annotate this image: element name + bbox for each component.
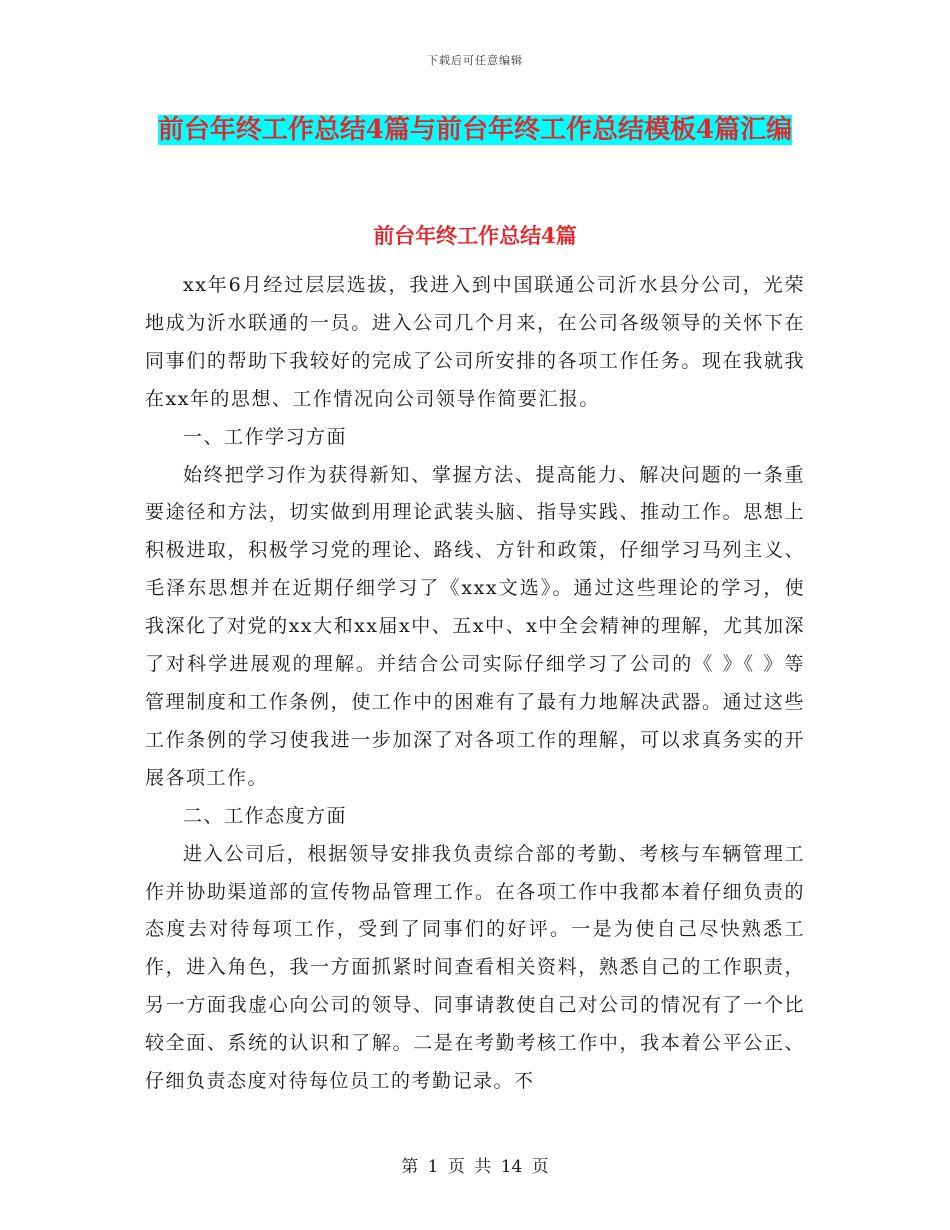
document-body <box>145 267 805 1101</box>
page-footer: 第 1 页 共 14 页 <box>401 1157 549 1177</box>
section-heading: 一、工作学习方面 <box>183 425 348 448</box>
document-title-text: 前台年终工作总结4篇与前台年终工作总结模板4篇汇编 <box>157 115 793 145</box>
paragraph: xx年6月经过层层选拔，我进入到中国联通公司沂水县分公司，光荣地成为沂水联通的一员。进入公司几个月来，在公司各级领导的关怀下在同事们的帮助下我较好的完成了公司所安排的各项工作任务。现在我就我在xx年的思想、工作情况向公司领导作简要汇报。 <box>145 274 805 410</box>
header-note: 下载后可任意编辑 <box>427 54 523 67</box>
section-heading: 二、工作态度方面 <box>183 804 348 827</box>
paragraph: 始终把学习作为获得新知、掌握方法、提高能力、解决问题的一条重要途径和方法，切实做到用理论武装头脑、指导实践、推动工作。思想上积极进取，积极学习党的理论、路线、方针和政策，仔细学习马列主义、毛泽东思想并在近期仔细学习了《xxx文选》。通过这些理论的学习，使我深化了对党的xx大和xx届x中、五x中、x中全会精神的理解，尤其加深了对科学进展观的理解。并结合公司实际仔细学习了公司的《 》《 》等管理制度和工作条例，使工作中的困难有了最有力地解决武器。通过这些工作条例的学习使我进一步加深了对各项工作的理解，可以求真务实的开展各项工作。 <box>145 463 805 789</box>
document-title <box>150 108 800 153</box>
section-title: 前台年终工作总结4篇 <box>373 223 577 248</box>
paragraph: 进入公司后，根据领导安排我负责综合部的考勤、考核与车辆管理工作并协助渠道部的宣传物品管理工作。在各项工作中我都本着仔细负责的态度去对待每项工作，受到了同事们的好评。一是为使自己尽快熟悉工作，进入角色，我一方面抓紧时间查看相关资料，熟悉自己的工作职责，另一方面我虚心向公司的领导、同事请教使自己对公司的情况有了一个比较全面、系统的认识和了解。二是在考勤考核工作中，我本着公平公正、仔细负责态度对待每位员工的考勤记录。不 <box>145 842 805 1093</box>
